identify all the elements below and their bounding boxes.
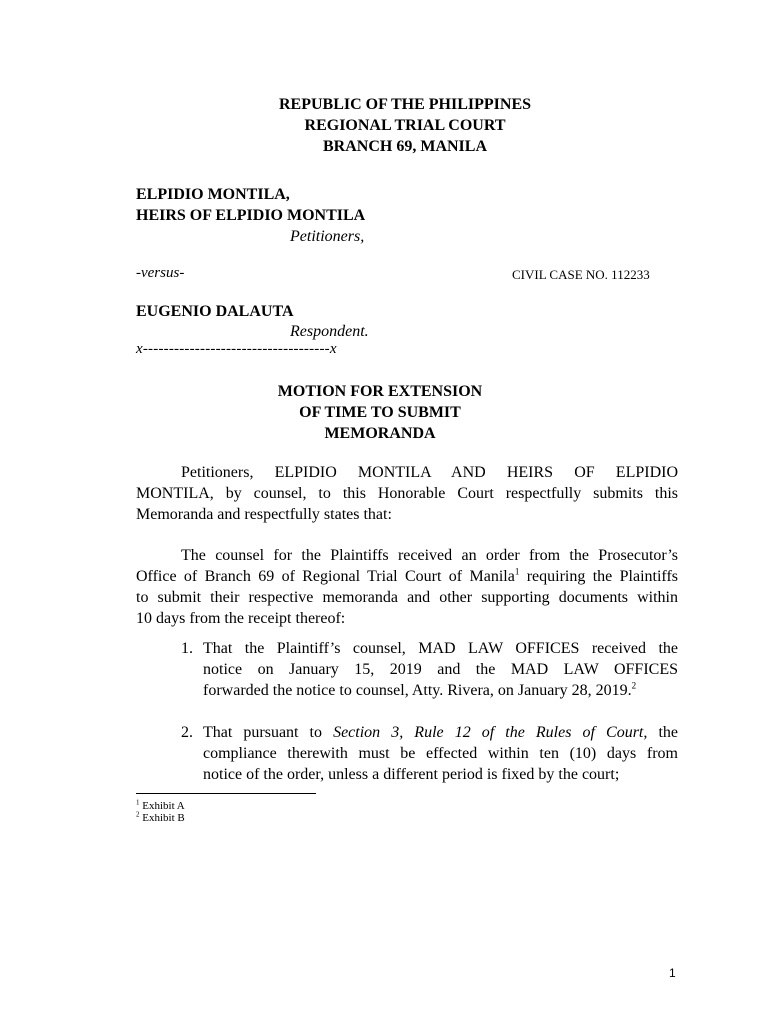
order-line-1: The counsel for the Plaintiffs received an order from the Prosecutor’s bbox=[181, 547, 678, 564]
court-header bbox=[0, 94, 768, 157]
footnote-2 bbox=[136, 812, 185, 824]
item2-line-3: notice of the order, unless a different period is fixed by the court; bbox=[203, 766, 620, 783]
petitioner-heirs: HEIRS OF ELPIDIO MONTILA bbox=[136, 207, 366, 224]
case-number: CIVIL CASE NO. 112233 bbox=[512, 267, 650, 282]
item2-line-1b: the bbox=[647, 724, 678, 741]
footnote-mark: 2 bbox=[136, 810, 140, 819]
item2-line-2: compliance therewith must be effected within ten (10) days from bbox=[203, 745, 678, 762]
page-number: 1 bbox=[669, 966, 676, 980]
order-paragraph bbox=[136, 545, 678, 629]
motion-title bbox=[0, 381, 760, 444]
footnote-ref-2: 2 bbox=[631, 680, 637, 691]
order-line-2a: Office of Branch 69 of Regional Trial Court of Manila bbox=[136, 568, 515, 585]
list-item-body bbox=[203, 638, 678, 701]
footnote-text: Exhibit A bbox=[139, 800, 185, 812]
item1-line-1: That the Plaintiff’s counsel, MAD LAW OFFICES received the bbox=[203, 640, 678, 657]
court-line-branch: BRANCH 69, MANILA bbox=[323, 138, 487, 155]
order-line-3: to submit their respective memoranda and other supporting documents within bbox=[136, 589, 678, 606]
intro-paragraph bbox=[136, 462, 678, 525]
item2-line-1a: That pursuant to bbox=[203, 724, 334, 741]
item2-line-1 bbox=[203, 722, 678, 743]
motion-title-line3: MEMORANDA bbox=[324, 425, 436, 442]
court-line-republic: REPUBLIC OF THE PHILIPPINES bbox=[278, 96, 532, 113]
footnote-divider bbox=[136, 793, 316, 794]
court-line-rtc: REGIONAL TRIAL COURT bbox=[304, 117, 506, 134]
motion-title-line1: MOTION FOR EXTENSION bbox=[277, 383, 483, 400]
caption-divider: x------------------------------------x bbox=[136, 341, 337, 357]
respondent-label: Respondent. bbox=[290, 323, 369, 340]
footnote-mark: 1 bbox=[136, 798, 140, 807]
petitioners-label: Petitioners, bbox=[290, 228, 365, 245]
intro-line-2: MONTILA, by counsel, to this Honorable Court respectfully submits this bbox=[136, 485, 678, 502]
rule-citation: Section 3, Rule 12 of the Rules of Court, bbox=[333, 724, 648, 741]
item1-line-3-text: forwarded the notice to counsel, Atty. Rivera, on January 28, 2019. bbox=[203, 682, 632, 699]
intro-line-1: Petitioners, ELPIDIO MONTILA AND HEIRS OF ELPIDIO bbox=[181, 464, 678, 481]
respondent-name: EUGENIO DALAUTA bbox=[136, 303, 294, 320]
order-line-2 bbox=[136, 566, 678, 587]
item1-line-2: notice on January 15, 2019 and the MAD LAW OFFICES bbox=[203, 661, 678, 678]
motion-title-line2: OF TIME TO SUBMIT bbox=[299, 404, 461, 421]
footnote-ref-1: 1 bbox=[514, 566, 520, 577]
petitioner-name: ELPIDIO MONTILA, bbox=[136, 186, 290, 203]
versus-label: -versus- bbox=[136, 265, 185, 281]
footnote-text: Exhibit B bbox=[139, 812, 185, 824]
item1-line-3 bbox=[203, 680, 678, 701]
order-line-2b: requiring the Plaintiffs bbox=[519, 568, 678, 585]
intro-line-3: Memoranda and respectfully states that: bbox=[136, 506, 392, 523]
list-item-body bbox=[203, 722, 678, 785]
list-item-number: 2. bbox=[181, 724, 193, 741]
list-item-number: 1. bbox=[181, 640, 193, 657]
footnote-1 bbox=[136, 800, 185, 812]
order-line-4: 10 days from the receipt thereof: bbox=[136, 610, 346, 627]
